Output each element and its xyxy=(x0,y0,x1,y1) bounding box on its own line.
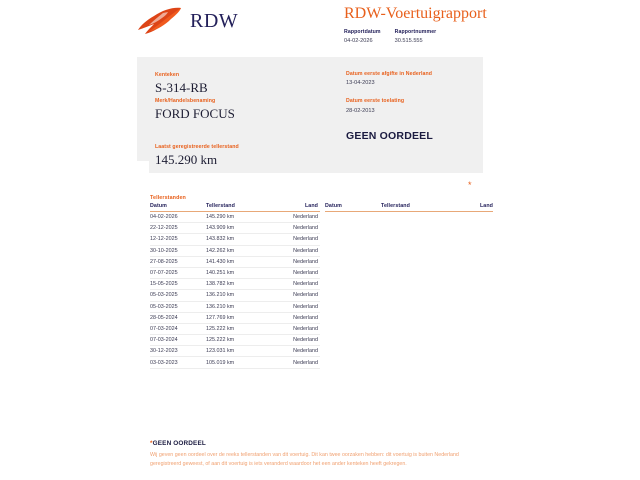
field-spacer xyxy=(155,123,239,134)
afgifte-value: 13-04-2023 xyxy=(346,80,375,87)
meta-rapportnummer xyxy=(395,29,437,46)
table-row xyxy=(150,256,320,267)
cell-datum: 07-03-2024 xyxy=(150,323,206,334)
cell-land: Nederland xyxy=(274,223,320,234)
cell-tellerstand: 136.210 km xyxy=(206,301,274,312)
table-row xyxy=(150,346,320,357)
cell-tellerstand: 138.782 km xyxy=(206,279,274,290)
cell-datum: 12-12-2025 xyxy=(150,234,206,245)
field-spacer xyxy=(155,134,239,143)
cell-tellerstand: 143.832 km xyxy=(206,234,274,245)
cell-land: Nederland xyxy=(274,256,320,267)
meta-rapportnummer-label: Rapportnummer xyxy=(394,29,437,35)
merk-value: FORD FOCUS xyxy=(155,106,235,122)
cell-datum: 05-03-2025 xyxy=(150,301,206,312)
cell-tellerstand: 127.769 km xyxy=(206,312,274,323)
cell-land: Nederland xyxy=(274,245,320,256)
tellerstanden-title: Tellerstanden xyxy=(150,195,186,201)
verdict-badge: GEEN OORDEEL xyxy=(346,129,433,142)
cell-tellerstand: 143.909 km xyxy=(206,223,274,234)
meta-rapportdatum-label: Rapportdatum xyxy=(344,29,381,35)
table-row xyxy=(150,312,320,323)
kenteken-value: S-314-RB xyxy=(155,80,208,96)
cell-tellerstand: 105.019 km xyxy=(206,357,274,368)
table-row xyxy=(150,357,320,368)
column-header-land: Land xyxy=(274,203,320,212)
cell-land: Nederland xyxy=(274,267,320,278)
footnote-asterisk-icon: * xyxy=(150,440,153,447)
table-row xyxy=(150,323,320,334)
rdw-feather-logo-icon xyxy=(137,6,183,36)
cell-datum: 04-02-2026 xyxy=(150,212,206,223)
cell-tellerstand: 145.290 km xyxy=(206,212,274,223)
cell-land: Nederland xyxy=(274,346,320,357)
cell-land: Nederland xyxy=(274,312,320,323)
tellerstand-value: 145.290 km xyxy=(155,152,218,168)
field-spacer xyxy=(346,88,433,97)
footnote-body: Wij geven geen oordeel over de reeks tellerstanden van dit voertuig. Dit kan twee oorzaken hebben: dit voertuig is buiten Nederland geregistreerd geweest, of aan dit voertuig is iets veranderd waardoor het een ander kenteken heeft gekregen. xyxy=(150,452,459,468)
table-header-row xyxy=(325,203,493,212)
report-header xyxy=(0,0,640,56)
cell-land: Nederland xyxy=(274,234,320,245)
cell-land: Nederland xyxy=(274,301,320,312)
column-header-tellerstand: Tellerstand xyxy=(381,203,449,212)
cell-datum: 28-05-2024 xyxy=(150,312,206,323)
rdw-logo xyxy=(137,6,238,36)
cell-datum: 30-12-2023 xyxy=(150,346,206,357)
cell-tellerstand: 125.222 km xyxy=(206,323,274,334)
cell-datum: 15-05-2025 xyxy=(150,279,206,290)
meta-rapportdatum-value: 04-02-2026 xyxy=(344,37,373,44)
kenteken-label: Kenteken xyxy=(155,72,180,78)
cell-tellerstand: 142.262 km xyxy=(206,245,274,256)
vehicle-info-left-column xyxy=(155,71,239,169)
table-row xyxy=(150,267,320,278)
cell-land: Nederland xyxy=(274,323,320,334)
footnote-title-text: GEEN OORDEEL xyxy=(152,440,206,447)
tellerstanden-table-right xyxy=(325,203,493,212)
cell-datum: 07-03-2024 xyxy=(150,335,206,346)
toelating-label: Datum eerste toelating xyxy=(346,98,405,105)
meta-rapportdatum xyxy=(344,29,381,46)
toelating-value: 28-02-2013 xyxy=(346,107,375,114)
rdw-logo-text: RDW xyxy=(190,10,239,32)
cell-datum: 22-12-2025 xyxy=(150,223,206,234)
table-header-row xyxy=(150,203,320,212)
table-row xyxy=(150,223,320,234)
merk-label: Merk/Handelsbenaming xyxy=(155,97,216,104)
vehicle-info-panel xyxy=(137,57,483,190)
meta-rapportnummer-value: 30.515.555 xyxy=(394,37,423,44)
table-row xyxy=(150,301,320,312)
cell-land: Nederland xyxy=(274,279,320,290)
tellerstand-label: Laatst geregistreerde tellerstand xyxy=(155,143,239,150)
panel-corner-notch xyxy=(137,161,149,173)
column-header-datum: Datum xyxy=(150,203,206,212)
cell-tellerstand: 123.031 km xyxy=(206,346,274,357)
table-row xyxy=(150,279,320,290)
cell-tellerstand: 140.251 km xyxy=(206,267,274,278)
column-header-datum: Datum xyxy=(325,203,381,212)
cell-datum: 30-10-2025 xyxy=(150,245,206,256)
verdict-asterisk-icon: * xyxy=(468,180,472,190)
cell-tellerstand: 141.430 km xyxy=(206,256,274,267)
table-row xyxy=(150,290,320,301)
cell-datum: 05-03-2025 xyxy=(150,290,206,301)
cell-tellerstand: 136.210 km xyxy=(206,290,274,301)
report-title: RDW-Voertuigrapport xyxy=(344,5,487,22)
footnote xyxy=(150,440,480,470)
table-row xyxy=(150,335,320,346)
cell-land: Nederland xyxy=(274,212,320,223)
footnote-title xyxy=(150,440,480,447)
column-header-tellerstand: Tellerstand xyxy=(206,203,274,212)
cell-land: Nederland xyxy=(274,335,320,346)
table-row xyxy=(150,245,320,256)
cell-land: Nederland xyxy=(274,290,320,301)
column-header-land: Land xyxy=(449,203,493,212)
vehicle-info-right-column xyxy=(346,70,433,142)
cell-datum: 03-03-2023 xyxy=(150,357,206,368)
table-row xyxy=(150,212,320,223)
table-row xyxy=(150,234,320,245)
afgifte-label: Datum eerste afgifte in Nederland xyxy=(346,71,433,77)
tellerstanden-table-left xyxy=(150,203,320,369)
cell-datum: 07-07-2025 xyxy=(150,267,206,278)
report-meta xyxy=(344,29,436,46)
cell-land: Nederland xyxy=(274,357,320,368)
cell-tellerstand: 125.222 km xyxy=(206,335,274,346)
tellerstanden-rows-left xyxy=(150,212,320,369)
cell-datum: 27-08-2025 xyxy=(150,256,206,267)
